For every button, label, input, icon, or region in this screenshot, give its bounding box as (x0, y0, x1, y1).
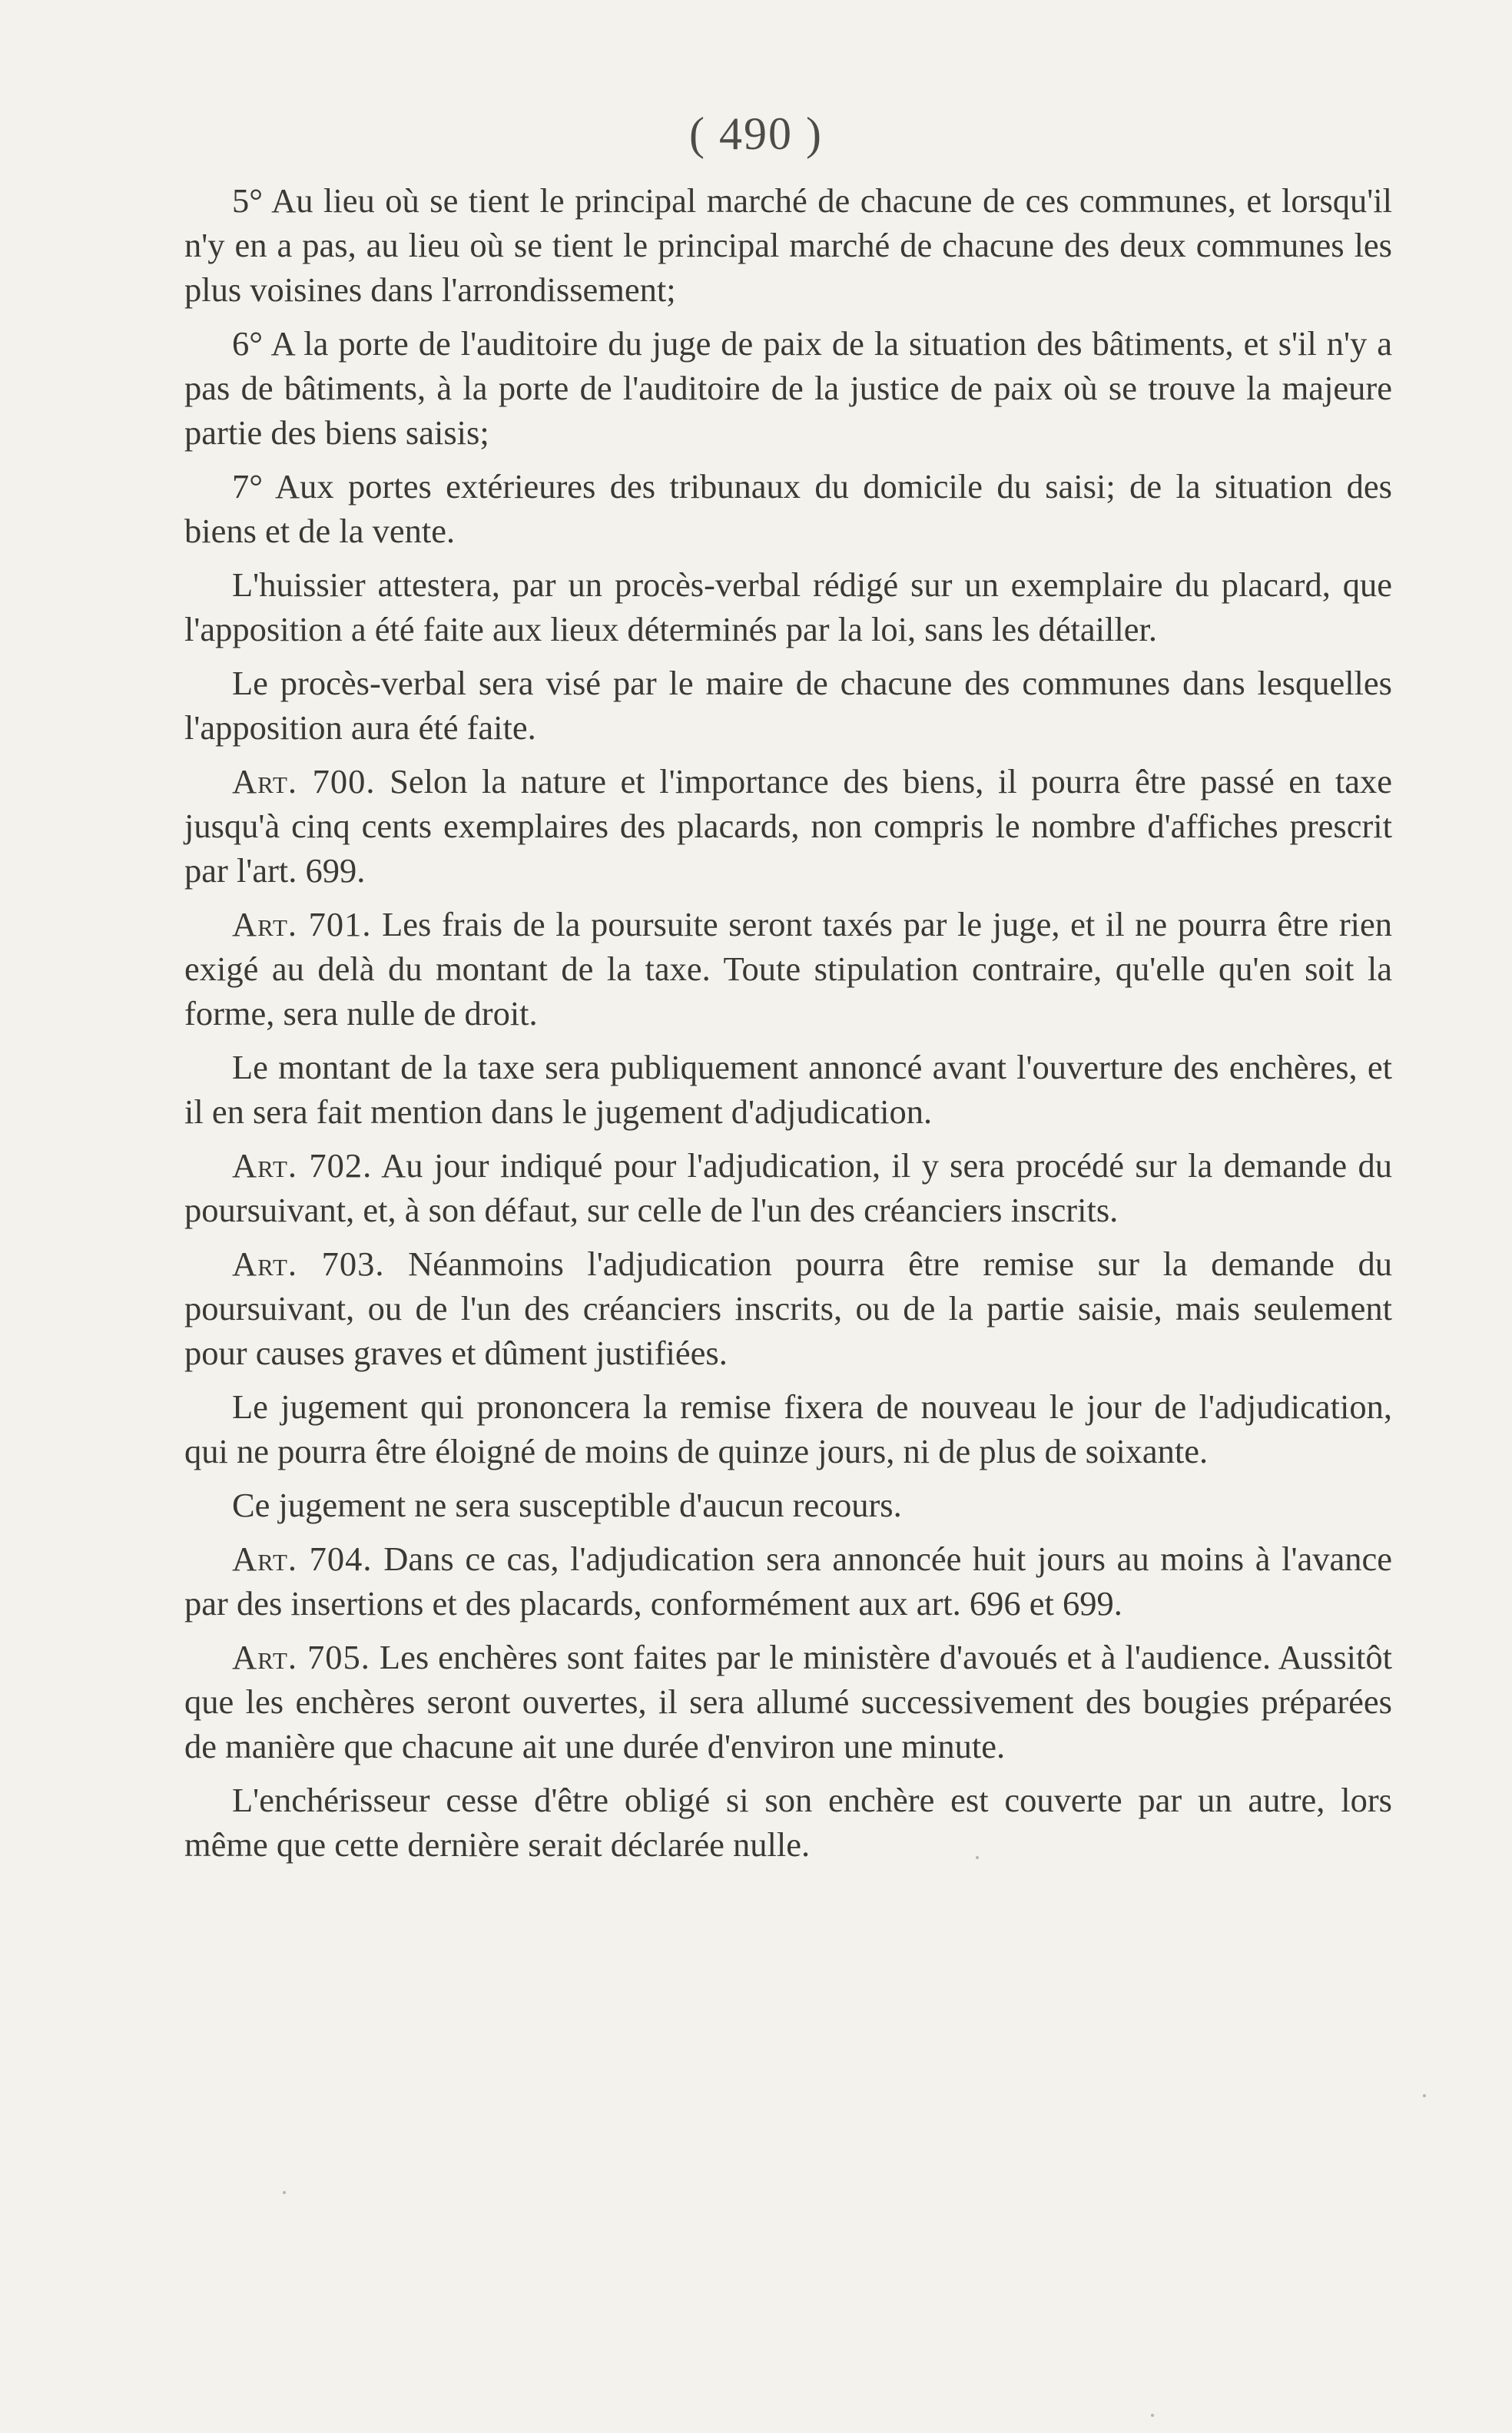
paragraph-text: L'enchérisseur cesse d'être obligé si son enchère est couverte par un autre, lors même que cette dernière serait déclarée nulle. (184, 1781, 1392, 1864)
paper-speck (1423, 2094, 1426, 2097)
paper-speck (976, 1856, 979, 1859)
article-label: Art. 700. (232, 762, 376, 801)
article-label: Art. 702. (232, 1146, 373, 1185)
article-label: Art. 703. (232, 1245, 385, 1283)
article-label: Art. 701. (232, 905, 372, 943)
paragraph-text: Dans ce cas, l'adjudication sera annoncée huit jours au moins à l'avance par des insertions et des placards, conformément aux art. 696 et 699. (184, 1540, 1393, 1623)
page-number: ( 490 ) (689, 108, 823, 159)
paragraph-text: L'huissier attestera, par un procès-verbal rédigé sur un exemplaire du placard, que l'apposition a été faite aux lieux déterminés par la loi, sans les détailler. (184, 565, 1392, 648)
paragraph (184, 1778, 1392, 1867)
article-paragraph (184, 1536, 1392, 1626)
article-label: Art. 705. (232, 1638, 370, 1676)
paragraph-text: Les enchères sont faites par le ministère d'avoués et à l'audience. Aussitôt que les enchères seront ouvertes, il sera allumé successivement des bougies préparées de manière que chacune ait une durée d'environ une minute. (184, 1638, 1393, 1765)
article-paragraph (184, 1143, 1392, 1232)
article-label: Art. 704. (232, 1540, 373, 1578)
paragraph-text: Ce jugement ne sera susceptible d'aucun recours. (232, 1486, 902, 1524)
paragraph-text: Néanmoins l'adjudication pourra être remise sur la demande du poursuivant, ou de l'un des créanciers inscrits, ou de la partie saisie, mais seulement pour causes graves et dûment justifiées. (184, 1245, 1393, 1372)
paragraph (184, 1483, 1392, 1527)
paragraph-text: 5° Au lieu où se tient le principal marché de chacune de ces communes, et lorsqu'il n'y en a pas, au lieu où se tient le principal marché de chacune des deux communes les plus voisines dans l'arrondissement; (184, 181, 1392, 309)
paragraph (184, 1384, 1392, 1473)
paragraph (184, 321, 1392, 455)
paper-speck (1151, 2414, 1154, 2417)
paragraph-text: Les frais de la poursuite seront taxés par le juge, et il ne pourra être rien exigé au delà du montant de la taxe. Toute stipulation contraire, qu'elle qu'en soit la forme, sera nulle de droit. (184, 905, 1392, 1033)
article-paragraph (184, 1241, 1392, 1375)
body-text (184, 178, 1392, 1876)
article-paragraph (184, 902, 1392, 1036)
paragraph (184, 562, 1392, 651)
paragraph (184, 1045, 1392, 1134)
paragraph (184, 661, 1392, 750)
paragraph (184, 178, 1392, 312)
paragraph-text: Au jour indiqué pour l'adjudication, il y sera procédé sur la demande du poursuivant, et, à son défaut, sur celle de l'un des créanciers inscrits. (184, 1146, 1393, 1229)
paragraph-text: Selon la nature et l'importance des biens, il pourra être passé en taxe jusqu'à cinq cents exemplaires des placards, non compris le nombre d'affiches prescrit par l'art. 699. (184, 762, 1392, 890)
paper-speck (283, 2191, 286, 2194)
paragraph-text: 7° Aux portes extérieures des tribunaux du domicile du saisi; de la situation des biens et de la vente. (184, 467, 1392, 550)
paragraph-text: 6° A la porte de l'auditoire du juge de paix de la situation des bâtiments, et s'il n'y a pas de bâtiments, à la porte de l'auditoire de la justice de paix où se trouve la majeure partie des biens saisis; (184, 324, 1392, 452)
article-paragraph (184, 759, 1392, 893)
paragraph (184, 464, 1392, 553)
paragraph-text: Le procès-verbal sera visé par le maire de chacune des communes dans lesquelles l'apposition aura été faite. (184, 664, 1392, 747)
article-paragraph (184, 1635, 1392, 1768)
paragraph-text: Le jugement qui prononcera la remise fixera de nouveau le jour de l'adjudication, qui ne pourra être éloigné de moins de quinze jours, ni de plus de soixante. (184, 1387, 1392, 1470)
paragraph-text: Le montant de la taxe sera publiquement annoncé avant l'ouverture des enchères, et il en sera fait mention dans le jugement d'adjudication. (184, 1048, 1392, 1131)
